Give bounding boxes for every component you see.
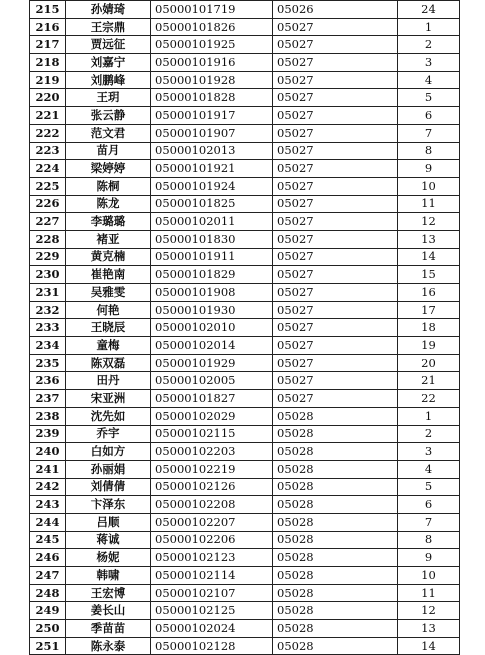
class-number-cell: 17: [398, 301, 460, 319]
row-seq-cell: 230: [30, 266, 66, 284]
class-number-cell: 5: [398, 478, 460, 496]
table-row: [30, 71, 460, 89]
class-code-cell: 05028: [273, 549, 398, 567]
class-number-cell: 8: [398, 531, 460, 549]
student-id-cell: 05000102125: [151, 602, 273, 620]
student-id-cell: 05000101930: [151, 301, 273, 319]
row-seq-cell: 218: [30, 54, 66, 72]
student-name-cell: 梁婷婷: [66, 160, 151, 178]
row-seq-cell: 247: [30, 567, 66, 585]
class-code-cell: 05027: [273, 230, 398, 248]
class-code-cell: 05027: [273, 107, 398, 125]
class-code-cell: 05027: [273, 195, 398, 213]
class-number-cell: 24: [398, 1, 460, 19]
class-number-cell: 10: [398, 567, 460, 585]
class-number-cell: 4: [398, 460, 460, 478]
class-number-cell: 11: [398, 195, 460, 213]
table-row: [30, 460, 460, 478]
class-code-cell: 05028: [273, 620, 398, 638]
table-row: [30, 107, 460, 125]
student-id-cell: 05000102024: [151, 620, 273, 638]
table-row: [30, 1, 460, 19]
student-id-cell: 05000102126: [151, 478, 273, 496]
class-code-cell: 05027: [273, 372, 398, 390]
class-code-cell: 05027: [273, 354, 398, 372]
class-code-cell: 05028: [273, 584, 398, 602]
class-code-cell: 05028: [273, 567, 398, 585]
class-number-cell: 9: [398, 549, 460, 567]
roster-table-body: [30, 1, 460, 655]
class-code-cell: 05027: [273, 284, 398, 302]
student-id-cell: 05000101924: [151, 177, 273, 195]
student-id-cell: 05000102207: [151, 513, 273, 531]
row-seq-cell: 248: [30, 584, 66, 602]
student-name-cell: 白如方: [66, 443, 151, 461]
row-seq-cell: 223: [30, 142, 66, 160]
table-row: [30, 513, 460, 531]
row-seq-cell: 224: [30, 160, 66, 178]
student-name-cell: 贾远征: [66, 36, 151, 54]
student-name-cell: 张云静: [66, 107, 151, 125]
row-seq-cell: 240: [30, 443, 66, 461]
student-id-cell: 05000102203: [151, 443, 273, 461]
student-id-cell: 05000101829: [151, 266, 273, 284]
student-name-cell: 孙婧琦: [66, 1, 151, 19]
class-code-cell: 05026: [273, 1, 398, 19]
student-name-cell: 韩啸: [66, 567, 151, 585]
class-number-cell: 4: [398, 71, 460, 89]
student-name-cell: 蒋诚: [66, 531, 151, 549]
table-row: [30, 390, 460, 408]
student-id-cell: 05000101925: [151, 36, 273, 54]
row-seq-cell: 229: [30, 248, 66, 266]
student-id-cell: 05000102010: [151, 319, 273, 337]
class-number-cell: 10: [398, 177, 460, 195]
class-number-cell: 6: [398, 107, 460, 125]
row-seq-cell: 228: [30, 230, 66, 248]
table-row: [30, 443, 460, 461]
table-row: [30, 496, 460, 514]
table-row: [30, 354, 460, 372]
row-seq-cell: 215: [30, 1, 66, 19]
row-seq-cell: 236: [30, 372, 66, 390]
class-number-cell: 11: [398, 584, 460, 602]
class-number-cell: 16: [398, 284, 460, 302]
table-row: [30, 407, 460, 425]
row-seq-cell: 225: [30, 177, 66, 195]
class-code-cell: 05027: [273, 177, 398, 195]
student-id-cell: 05000102128: [151, 637, 273, 655]
table-row: [30, 372, 460, 390]
class-number-cell: 3: [398, 54, 460, 72]
student-name-cell: 刘嘉宁: [66, 54, 151, 72]
class-code-cell: 05027: [273, 337, 398, 355]
student-id-cell: 05000102115: [151, 425, 273, 443]
class-number-cell: 1: [398, 18, 460, 36]
student-name-cell: 陈双磊: [66, 354, 151, 372]
class-number-cell: 12: [398, 602, 460, 620]
class-code-cell: 05028: [273, 602, 398, 620]
roster-table: [29, 0, 460, 655]
class-code-cell: 05027: [273, 36, 398, 54]
student-id-cell: 05000101828: [151, 89, 273, 107]
class-number-cell: 7: [398, 124, 460, 142]
student-name-cell: 何艳: [66, 301, 151, 319]
class-code-cell: 05027: [273, 390, 398, 408]
student-name-cell: 王宗鼎: [66, 18, 151, 36]
class-code-cell: 05028: [273, 496, 398, 514]
class-number-cell: 13: [398, 620, 460, 638]
class-number-cell: 2: [398, 425, 460, 443]
class-number-cell: 18: [398, 319, 460, 337]
student-id-cell: 05000101929: [151, 354, 273, 372]
table-row: [30, 266, 460, 284]
class-number-cell: 9: [398, 160, 460, 178]
student-name-cell: 刘鹏峰: [66, 71, 151, 89]
student-id-cell: 05000102219: [151, 460, 273, 478]
class-number-cell: 14: [398, 637, 460, 655]
student-name-cell: 季苗苗: [66, 620, 151, 638]
student-name-cell: 孙丽娟: [66, 460, 151, 478]
row-seq-cell: 222: [30, 124, 66, 142]
student-id-cell: 05000102011: [151, 213, 273, 231]
class-code-cell: 05027: [273, 142, 398, 160]
student-id-cell: 05000101825: [151, 195, 273, 213]
table-row: [30, 177, 460, 195]
student-id-cell: 05000101830: [151, 230, 273, 248]
table-row: [30, 549, 460, 567]
student-id-cell: 05000101916: [151, 54, 273, 72]
student-name-cell: 陈龙: [66, 195, 151, 213]
class-code-cell: 05027: [273, 248, 398, 266]
table-row: [30, 620, 460, 638]
table-row: [30, 230, 460, 248]
class-number-cell: 2: [398, 36, 460, 54]
class-number-cell: 15: [398, 266, 460, 284]
class-code-cell: 05027: [273, 18, 398, 36]
row-seq-cell: 217: [30, 36, 66, 54]
table-row: [30, 584, 460, 602]
row-seq-cell: 246: [30, 549, 66, 567]
student-id-cell: 05000101827: [151, 390, 273, 408]
class-code-cell: 05028: [273, 460, 398, 478]
class-code-cell: 05027: [273, 71, 398, 89]
row-seq-cell: 232: [30, 301, 66, 319]
student-name-cell: 黄克楠: [66, 248, 151, 266]
table-row: [30, 142, 460, 160]
class-code-cell: 05028: [273, 443, 398, 461]
class-number-cell: 14: [398, 248, 460, 266]
table-row: [30, 478, 460, 496]
class-number-cell: 3: [398, 443, 460, 461]
table-row: [30, 54, 460, 72]
student-id-cell: 05000102206: [151, 531, 273, 549]
table-row: [30, 602, 460, 620]
table-row: [30, 319, 460, 337]
row-seq-cell: 250: [30, 620, 66, 638]
class-code-cell: 05027: [273, 266, 398, 284]
student-id-cell: 05000101907: [151, 124, 273, 142]
table-row: [30, 195, 460, 213]
class-code-cell: 05027: [273, 160, 398, 178]
student-id-cell: 05000101917: [151, 107, 273, 125]
row-seq-cell: 221: [30, 107, 66, 125]
row-seq-cell: 241: [30, 460, 66, 478]
row-seq-cell: 242: [30, 478, 66, 496]
student-name-cell: 姜长山: [66, 602, 151, 620]
row-seq-cell: 220: [30, 89, 66, 107]
student-name-cell: 田丹: [66, 372, 151, 390]
student-id-cell: 05000101908: [151, 284, 273, 302]
row-seq-cell: 231: [30, 284, 66, 302]
table-row: [30, 18, 460, 36]
student-id-cell: 05000101928: [151, 71, 273, 89]
class-code-cell: 05027: [273, 89, 398, 107]
class-code-cell: 05028: [273, 478, 398, 496]
class-code-cell: 05028: [273, 513, 398, 531]
student-name-cell: 崔艳南: [66, 266, 151, 284]
row-seq-cell: 219: [30, 71, 66, 89]
student-name-cell: 宋亚洲: [66, 390, 151, 408]
row-seq-cell: 216: [30, 18, 66, 36]
student-name-cell: 刘倩倩: [66, 478, 151, 496]
class-code-cell: 05027: [273, 124, 398, 142]
table-row: [30, 637, 460, 655]
table-row: [30, 248, 460, 266]
student-id-cell: 05000102123: [151, 549, 273, 567]
roster-sheet: [29, 0, 459, 655]
class-code-cell: 05027: [273, 301, 398, 319]
student-name-cell: 褚亚: [66, 230, 151, 248]
student-id-cell: 05000101921: [151, 160, 273, 178]
row-seq-cell: 226: [30, 195, 66, 213]
class-code-cell: 05027: [273, 213, 398, 231]
student-name-cell: 王宏博: [66, 584, 151, 602]
class-number-cell: 6: [398, 496, 460, 514]
student-id-cell: 05000102107: [151, 584, 273, 602]
class-number-cell: 12: [398, 213, 460, 231]
class-number-cell: 8: [398, 142, 460, 160]
student-name-cell: 卞泽东: [66, 496, 151, 514]
table-row: [30, 337, 460, 355]
student-name-cell: 沈先如: [66, 407, 151, 425]
student-name-cell: 李璐璐: [66, 213, 151, 231]
student-id-cell: 05000102208: [151, 496, 273, 514]
class-code-cell: 05028: [273, 407, 398, 425]
table-row: [30, 36, 460, 54]
class-code-cell: 05028: [273, 425, 398, 443]
row-seq-cell: 239: [30, 425, 66, 443]
row-seq-cell: 227: [30, 213, 66, 231]
class-number-cell: 13: [398, 230, 460, 248]
table-row: [30, 160, 460, 178]
class-code-cell: 05027: [273, 54, 398, 72]
class-number-cell: 20: [398, 354, 460, 372]
table-row: [30, 301, 460, 319]
table-row: [30, 531, 460, 549]
row-seq-cell: 235: [30, 354, 66, 372]
row-seq-cell: 243: [30, 496, 66, 514]
row-seq-cell: 234: [30, 337, 66, 355]
student-name-cell: 王晓辰: [66, 319, 151, 337]
table-row: [30, 89, 460, 107]
class-number-cell: 22: [398, 390, 460, 408]
student-id-cell: 05000102005: [151, 372, 273, 390]
student-name-cell: 王玥: [66, 89, 151, 107]
class-code-cell: 05028: [273, 531, 398, 549]
class-number-cell: 5: [398, 89, 460, 107]
student-name-cell: 陈永泰: [66, 637, 151, 655]
student-name-cell: 吕顺: [66, 513, 151, 531]
class-code-cell: 05028: [273, 637, 398, 655]
row-seq-cell: 244: [30, 513, 66, 531]
row-seq-cell: 237: [30, 390, 66, 408]
class-code-cell: 05027: [273, 319, 398, 337]
student-id-cell: 05000101826: [151, 18, 273, 36]
row-seq-cell: 233: [30, 319, 66, 337]
student-id-cell: 05000102014: [151, 337, 273, 355]
row-seq-cell: 245: [30, 531, 66, 549]
student-id-cell: 05000101719: [151, 1, 273, 19]
student-name-cell: 童梅: [66, 337, 151, 355]
student-name-cell: 乔宇: [66, 425, 151, 443]
row-seq-cell: 249: [30, 602, 66, 620]
student-name-cell: 杨妮: [66, 549, 151, 567]
table-row: [30, 425, 460, 443]
class-number-cell: 19: [398, 337, 460, 355]
table-row: [30, 213, 460, 231]
student-name-cell: 陈桐: [66, 177, 151, 195]
class-number-cell: 21: [398, 372, 460, 390]
student-name-cell: 范文君: [66, 124, 151, 142]
class-number-cell: 7: [398, 513, 460, 531]
row-seq-cell: 251: [30, 637, 66, 655]
student-id-cell: 05000101911: [151, 248, 273, 266]
student-name-cell: 苗月: [66, 142, 151, 160]
table-row: [30, 567, 460, 585]
table-row: [30, 124, 460, 142]
student-name-cell: 吴雅雯: [66, 284, 151, 302]
student-id-cell: 05000102114: [151, 567, 273, 585]
class-number-cell: 1: [398, 407, 460, 425]
row-seq-cell: 238: [30, 407, 66, 425]
table-row: [30, 284, 460, 302]
student-id-cell: 05000102013: [151, 142, 273, 160]
student-id-cell: 05000102029: [151, 407, 273, 425]
